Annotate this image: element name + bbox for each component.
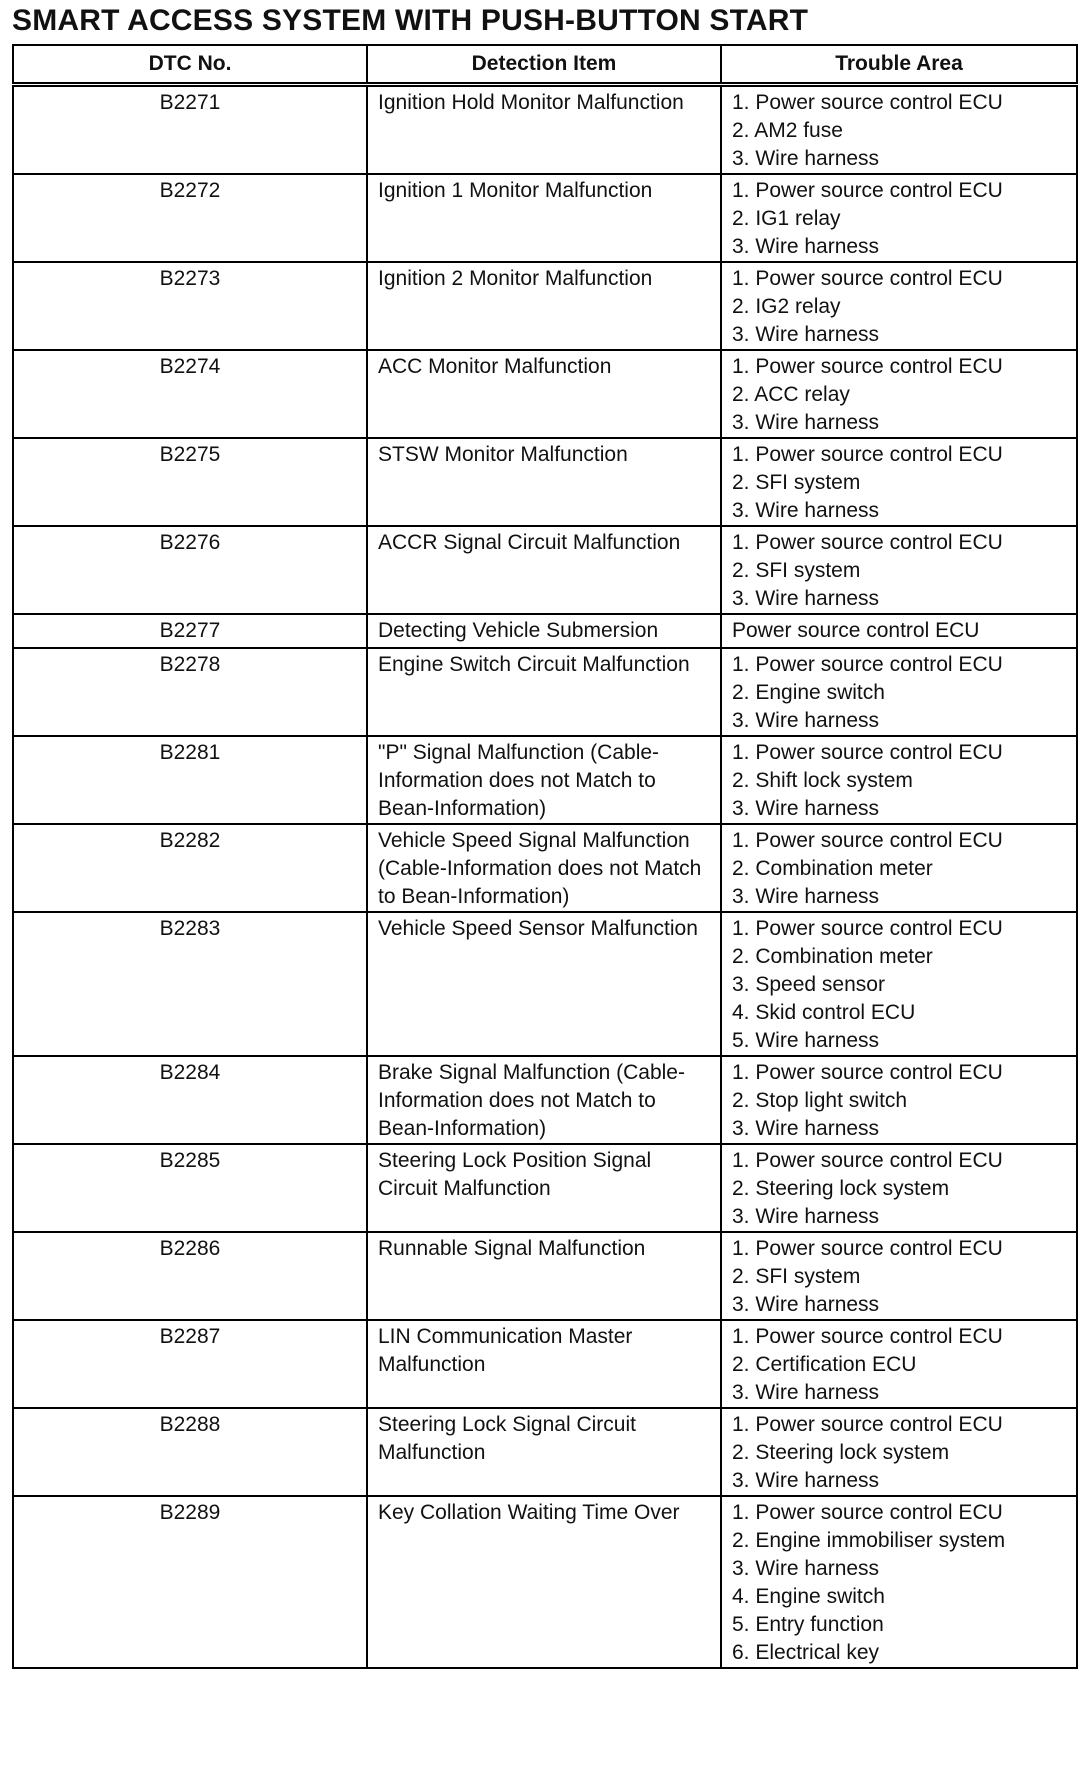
detection-item-cell (367, 526, 721, 614)
trouble-area-item: 2. Shift lock system (732, 769, 913, 792)
dtc-code-cell: B2286 (13, 1232, 367, 1320)
table-row (13, 1320, 1077, 1408)
trouble-area-item: 6. Electrical key (732, 1641, 880, 1664)
detection-item-text: Ignition Hold Monitor Malfunction (378, 91, 684, 114)
dtc-code-cell: B2275 (13, 438, 367, 526)
detection-item-text: "P" Signal Malfunction (Cable-Information does not Match to Bean-Information) (378, 741, 660, 820)
detection-item-text: Vehicle Speed Signal Malfunction (Cable-Information does not Match to Bean-Information) (378, 829, 702, 908)
table-row (13, 736, 1077, 824)
table-row (13, 526, 1077, 614)
detection-item-text: Detecting Vehicle Submersion (378, 619, 659, 642)
trouble-area-cell (721, 85, 1077, 175)
trouble-area-cell (721, 262, 1077, 350)
trouble-area-item: 1. Power source control ECU (732, 443, 1003, 466)
detection-item-cell (367, 85, 721, 175)
trouble-area-item: 1. Power source control ECU (732, 1501, 1003, 1524)
trouble-area-item: 1. Power source control ECU (732, 917, 1003, 940)
trouble-area-item: 3. Wire harness (732, 235, 880, 258)
detection-item-cell (367, 174, 721, 262)
table-row (13, 1144, 1077, 1232)
trouble-area-cell (721, 1408, 1077, 1496)
table-row (13, 1056, 1077, 1144)
trouble-area-item: 3. Wire harness (732, 1557, 880, 1580)
detection-item-cell (367, 1496, 721, 1668)
table-row (13, 1496, 1077, 1668)
dtc-table (12, 44, 1078, 1669)
trouble-area-item: 2. Steering lock system (732, 1177, 950, 1200)
detection-item-cell (367, 912, 721, 1056)
header-row (13, 45, 1077, 85)
table-row (13, 174, 1077, 262)
detection-item-cell (367, 1056, 721, 1144)
trouble-area-cell (721, 912, 1077, 1056)
table-row (13, 912, 1077, 1056)
trouble-area-cell (721, 174, 1077, 262)
trouble-area-item: 1. Power source control ECU (732, 355, 1003, 378)
trouble-area-cell (721, 1232, 1077, 1320)
trouble-area-item: 5. Entry function (732, 1613, 884, 1636)
detection-item-text: Vehicle Speed Sensor Malfunction (378, 917, 698, 940)
table-row (13, 262, 1077, 350)
trouble-area-item: 1. Power source control ECU (732, 1413, 1003, 1436)
trouble-area-item: 1. Power source control ECU (732, 829, 1003, 852)
dtc-code-cell: B2273 (13, 262, 367, 350)
trouble-area-item: 3. Wire harness (732, 1381, 880, 1404)
trouble-area-item: Power source control ECU (732, 619, 980, 642)
trouble-area-cell (721, 736, 1077, 824)
detection-item-cell (367, 262, 721, 350)
trouble-area-item: 4. Engine switch (732, 1585, 885, 1608)
detection-item-cell (367, 1408, 721, 1496)
dtc-code-cell: B2278 (13, 648, 367, 736)
table-row (13, 824, 1077, 912)
detection-item-cell (367, 350, 721, 438)
dtc-code-cell: B2283 (13, 912, 367, 1056)
table-body (13, 85, 1077, 1669)
trouble-area-item: 1. Power source control ECU (732, 1325, 1003, 1348)
trouble-area-item: 3. Wire harness (732, 411, 880, 434)
header-detection-item: Detection Item (367, 45, 721, 85)
dtc-code-cell: B2282 (13, 824, 367, 912)
trouble-area-item: 3. Wire harness (732, 797, 880, 820)
detection-item-cell (367, 614, 721, 648)
detection-item-text: Steering Lock Position Signal Circuit Malfunction (378, 1149, 652, 1200)
table-header (13, 45, 1077, 85)
dtc-code-cell: B2281 (13, 736, 367, 824)
trouble-area-item: 2. Certification ECU (732, 1353, 917, 1376)
detection-item-cell (367, 1232, 721, 1320)
dtc-code-cell: B2287 (13, 1320, 367, 1408)
trouble-area-item: 2. SFI system (732, 1265, 861, 1288)
trouble-area-item: 2. Combination meter (732, 945, 933, 968)
table-row (13, 85, 1077, 175)
dtc-code-cell: B2272 (13, 174, 367, 262)
detection-item-text: ACCR Signal Circuit Malfunction (378, 531, 681, 554)
trouble-area-item: 4. Skid control ECU (732, 1001, 916, 1024)
detection-item-text: Ignition 1 Monitor Malfunction (378, 179, 653, 202)
trouble-area-item: 2. Engine switch (732, 681, 885, 704)
table-row (13, 648, 1077, 736)
trouble-area-cell (721, 824, 1077, 912)
detection-item-text: LIN Communication Master Malfunction (378, 1325, 633, 1376)
trouble-area-cell (721, 614, 1077, 648)
trouble-area-item: 2. AM2 fuse (732, 119, 843, 142)
trouble-area-item: 1. Power source control ECU (732, 267, 1003, 290)
header-trouble-area: Trouble Area (721, 45, 1077, 85)
detection-item-cell (367, 736, 721, 824)
trouble-area-item: 1. Power source control ECU (732, 741, 1003, 764)
trouble-area-item: 3. Wire harness (732, 1293, 880, 1316)
trouble-area-item: 2. Combination meter (732, 857, 933, 880)
detection-item-text: Key Collation Waiting Time Over (378, 1501, 680, 1524)
trouble-area-item: 1. Power source control ECU (732, 179, 1003, 202)
detection-item-cell (367, 1144, 721, 1232)
dtc-code-cell: B2274 (13, 350, 367, 438)
detection-item-cell (367, 438, 721, 526)
trouble-area-item: 3. Wire harness (732, 499, 880, 522)
trouble-area-item: 2. IG1 relay (732, 207, 841, 230)
trouble-area-item: 1. Power source control ECU (732, 91, 1003, 114)
trouble-area-item: 2. IG2 relay (732, 295, 841, 318)
trouble-area-item: 3. Wire harness (732, 885, 880, 908)
dtc-code-cell: B2285 (13, 1144, 367, 1232)
detection-item-text: ACC Monitor Malfunction (378, 355, 612, 378)
table-row (13, 614, 1077, 648)
dtc-code-cell: B2284 (13, 1056, 367, 1144)
trouble-area-item: 2. ACC relay (732, 383, 850, 406)
trouble-area-item: 1. Power source control ECU (732, 531, 1003, 554)
detection-item-cell (367, 1320, 721, 1408)
detection-item-text: Brake Signal Malfunction (Cable-Information does not Match to Bean-Information) (378, 1061, 685, 1140)
table-row (13, 1232, 1077, 1320)
trouble-area-item: 2. Engine immobiliser system (732, 1529, 1006, 1552)
trouble-area-item: 3. Wire harness (732, 1117, 880, 1140)
trouble-area-item: 2. SFI system (732, 471, 861, 494)
trouble-area-cell (721, 1320, 1077, 1408)
header-dtc-no: DTC No. (13, 45, 367, 85)
trouble-area-item: 2. SFI system (732, 559, 861, 582)
table-row (13, 1408, 1077, 1496)
trouble-area-item: 1. Power source control ECU (732, 1149, 1003, 1172)
trouble-area-cell (721, 526, 1077, 614)
trouble-area-item: 2. Steering lock system (732, 1441, 950, 1464)
trouble-area-item: 3. Wire harness (732, 587, 880, 610)
trouble-area-item: 5. Wire harness (732, 1029, 880, 1052)
trouble-area-item: 1. Power source control ECU (732, 1237, 1003, 1260)
trouble-area-cell (721, 1144, 1077, 1232)
dtc-code-cell: B2276 (13, 526, 367, 614)
detection-item-text: Runnable Signal Malfunction (378, 1237, 646, 1260)
trouble-area-cell (721, 438, 1077, 526)
trouble-area-item: 3. Wire harness (732, 1469, 880, 1492)
dtc-code-cell: B2288 (13, 1408, 367, 1496)
trouble-area-cell (721, 1496, 1077, 1668)
detection-item-cell (367, 824, 721, 912)
dtc-code-cell: B2271 (13, 85, 367, 175)
detection-item-cell (367, 648, 721, 736)
trouble-area-item: 2. Stop light switch (732, 1089, 908, 1112)
trouble-area-item: 1. Power source control ECU (732, 653, 1003, 676)
trouble-area-cell (721, 1056, 1077, 1144)
detection-item-text: Ignition 2 Monitor Malfunction (378, 267, 653, 290)
detection-item-text: STSW Monitor Malfunction (378, 443, 628, 466)
dtc-code-cell: B2277 (13, 614, 367, 648)
detection-item-text: Steering Lock Signal Circuit Malfunction (378, 1413, 636, 1464)
page-title: SMART ACCESS SYSTEM WITH PUSH-BUTTON START (12, 4, 809, 37)
trouble-area-cell (721, 350, 1077, 438)
trouble-area-cell (721, 648, 1077, 736)
dtc-code-cell: B2289 (13, 1496, 367, 1668)
trouble-area-item: 3. Wire harness (732, 1205, 880, 1228)
trouble-area-item: 3. Wire harness (732, 323, 880, 346)
trouble-area-item: 1. Power source control ECU (732, 1061, 1003, 1084)
trouble-area-item: 3. Wire harness (732, 709, 880, 732)
table-row (13, 350, 1077, 438)
trouble-area-item: 3. Speed sensor (732, 973, 885, 996)
table-row (13, 438, 1077, 526)
trouble-area-item: 3. Wire harness (732, 147, 880, 170)
detection-item-text: Engine Switch Circuit Malfunction (378, 653, 690, 676)
